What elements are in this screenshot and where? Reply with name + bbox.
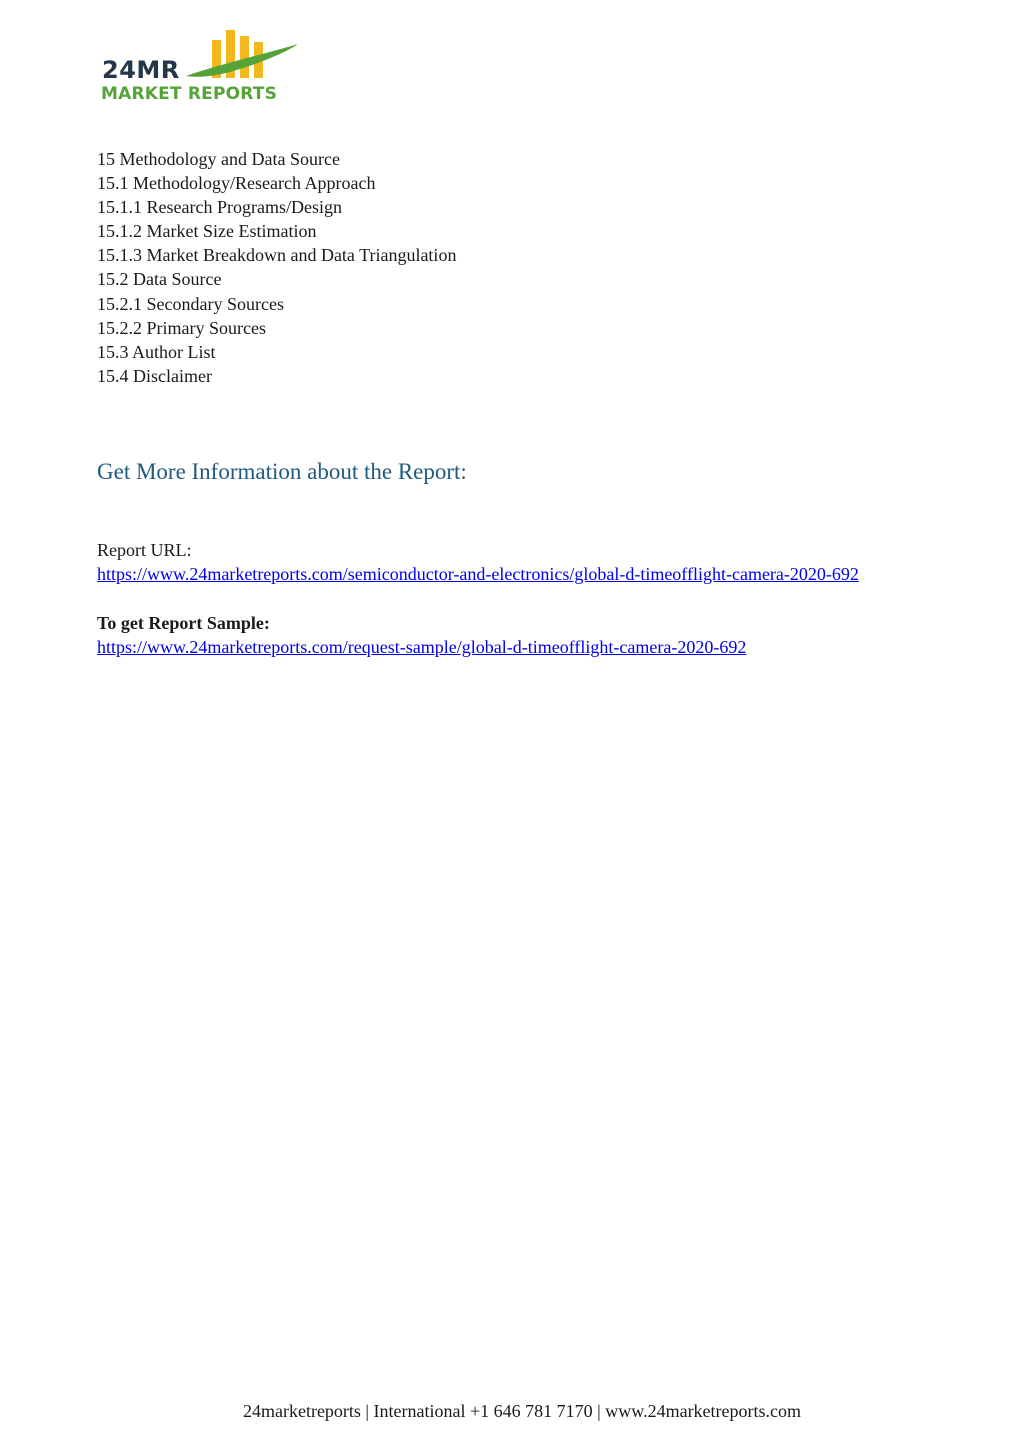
logo-wordmark-top: 24MR	[102, 56, 180, 84]
toc-item: 15.2.1 Secondary Sources	[97, 293, 284, 314]
toc-item: 15.2 Data Source	[97, 269, 222, 290]
table-of-contents	[97, 147, 456, 388]
toc-item: 15.3 Author List	[97, 341, 216, 362]
toc-item: 15.1 Methodology/Research Approach	[97, 173, 376, 194]
logo-bar-3	[240, 36, 249, 78]
toc-item: 15.1.1 Research Programs/Design	[97, 197, 342, 218]
report-url-label: Report URL:	[97, 540, 192, 560]
more-info-heading: Get More Information about the Report:	[97, 459, 467, 484]
report-url-link[interactable]: https://www.24marketreports.com/semiconductor-and-electronics/global-d-timeofflight-camera-2020-692	[97, 564, 859, 584]
toc-item: 15.1.2 Market Size Estimation	[97, 221, 317, 242]
page-footer: 24marketreports | International +1 646 781 7170 | www.24marketreports.com	[242, 1401, 802, 1421]
toc-item: 15 Methodology and Data Source	[97, 149, 340, 169]
report-sample-label: To get Report Sample:	[97, 613, 270, 633]
company-logo	[100, 28, 310, 110]
report-sample-link[interactable]: https://www.24marketreports.com/request-sample/global-d-timeofflight-camera-2020-692	[97, 637, 747, 657]
logo-wordmark-bottom: MARKET REPORTS	[101, 84, 278, 104]
toc-item: 15.2.2 Primary Sources	[97, 317, 266, 338]
toc-item: 15.4 Disclaimer	[97, 365, 212, 386]
toc-item: 15.1.3 Market Breakdown and Data Triangulation	[97, 245, 457, 266]
